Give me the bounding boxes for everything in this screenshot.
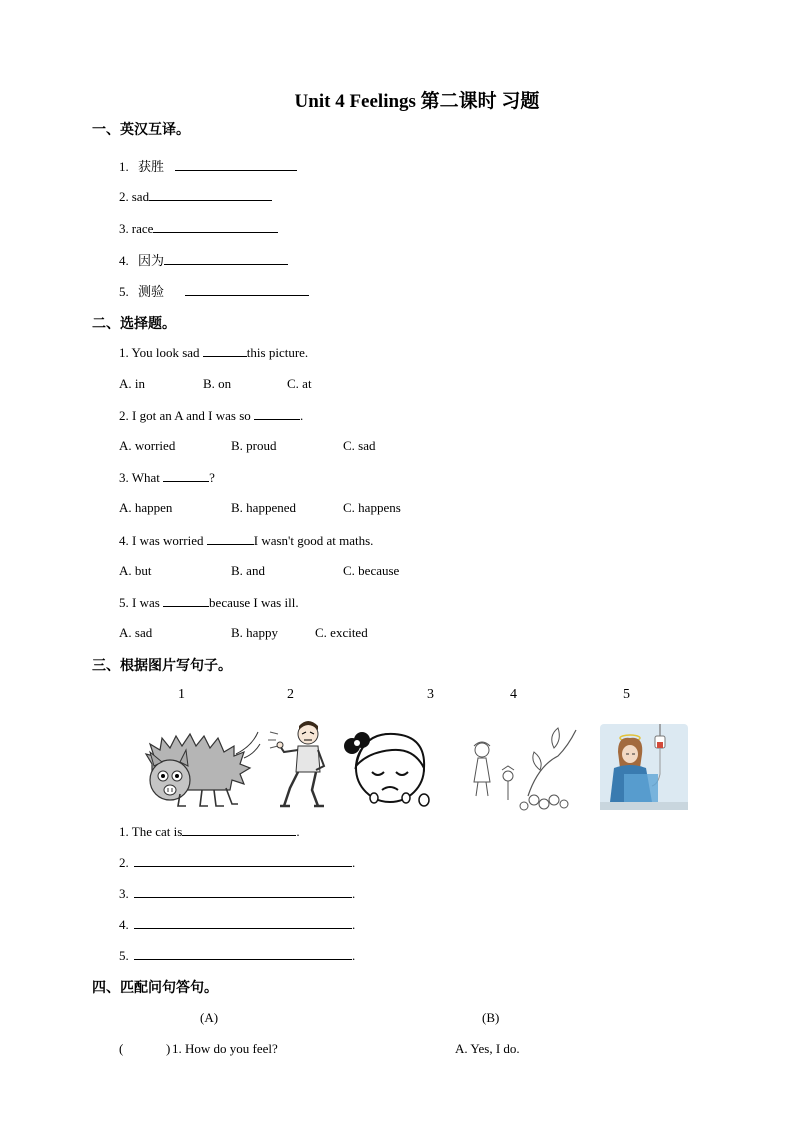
s2-question-3 xyxy=(119,469,215,486)
s3-line-3 xyxy=(119,885,355,902)
s3-line-4-prefix: 4. xyxy=(119,917,132,932)
column-b-label: (B) xyxy=(482,1010,500,1025)
s2-question-1 xyxy=(119,344,308,361)
picture-number-2: 2 xyxy=(287,687,294,702)
s3-line-5-suffix: . xyxy=(352,948,356,963)
s4-row-1-paren-open: ( xyxy=(119,1041,124,1056)
s1-item-3-blank[interactable] xyxy=(153,220,278,233)
s3-line-2-blank[interactable] xyxy=(134,854,352,867)
s2-question-4 xyxy=(119,532,373,549)
picture-number-1: 1 xyxy=(178,687,185,702)
s1-item-3-num: 3. xyxy=(119,221,129,236)
s2-q3-option-b[interactable]: B. happened xyxy=(231,500,296,515)
s3-line-1-suffix: . xyxy=(296,824,300,839)
s2-q5-option-b[interactable]: B. happy xyxy=(231,625,278,640)
s2-q1-option-a[interactable]: A. in xyxy=(119,376,145,391)
s4-row-1-question: 1. How do you feel? xyxy=(172,1041,278,1056)
s2-q2-before: 2. I got an A and I was so xyxy=(119,408,255,423)
s2-question-5 xyxy=(119,594,299,611)
s3-line-5 xyxy=(119,947,355,964)
s2-q4-option-c[interactable]: C. because xyxy=(343,563,400,578)
s2-q4-option-a[interactable]: A. but xyxy=(119,563,152,578)
s2-q1-blank[interactable] xyxy=(203,344,247,357)
s4-row-1-answer: A. Yes, I do. xyxy=(455,1041,520,1056)
section-4-heading: 四、匹配问句答句。 xyxy=(92,980,218,996)
s3-line-5-prefix: 5. xyxy=(119,948,132,963)
scared-cat-picture xyxy=(140,724,262,810)
s2-q2-option-c[interactable]: C. sad xyxy=(343,438,376,453)
section-2-heading: 二、选择题。 xyxy=(92,316,176,332)
s3-line-4-suffix: . xyxy=(352,917,356,932)
s3-line-2 xyxy=(119,854,355,871)
s1-item-2-blank[interactable] xyxy=(149,188,272,201)
page-title: Unit 4 Feelings 第二课时 习题 xyxy=(294,91,540,112)
s1-item-5 xyxy=(119,281,309,300)
s4-row-1-paren-close: ) xyxy=(166,1041,171,1056)
ill-girl-picture xyxy=(600,724,688,810)
s1-item-5-num: 5. xyxy=(119,284,129,299)
s2-q5-after: because I was ill. xyxy=(209,595,299,610)
s3-line-1 xyxy=(119,823,300,840)
s2-q4-blank[interactable] xyxy=(207,532,254,545)
s3-line-4 xyxy=(119,916,355,933)
s2-q1-before: 1. You look sad xyxy=(119,345,203,360)
s3-line-4-blank[interactable] xyxy=(134,916,352,929)
s3-line-2-prefix: 2. xyxy=(119,855,132,870)
picture-number-3: 3 xyxy=(427,687,434,702)
s1-item-2-num: 2. xyxy=(119,189,129,204)
s1-item-2-text: sad xyxy=(131,189,150,204)
s1-item-3-text: race xyxy=(131,221,154,236)
s2-q3-before: 3. What xyxy=(119,470,164,485)
s3-line-3-blank[interactable] xyxy=(134,885,352,898)
s3-line-3-prefix: 3. xyxy=(119,886,132,901)
s1-item-1-num: 1. xyxy=(119,159,129,174)
s2-q2-after: . xyxy=(300,408,304,423)
angry-man-picture xyxy=(266,718,330,810)
s2-q1-option-c[interactable]: C. at xyxy=(287,376,312,391)
s2-q2-option-a[interactable]: A. worried xyxy=(119,438,176,453)
s1-item-1-text: 获胜 xyxy=(138,160,165,175)
sad-girl-picture xyxy=(332,726,434,812)
column-a-label: (A) xyxy=(200,1010,219,1025)
picture-number-5: 5 xyxy=(623,687,630,702)
s2-q3-blank[interactable] xyxy=(163,469,209,482)
section-3-heading: 三、根据图片写句子。 xyxy=(92,658,232,674)
s2-q4-option-b[interactable]: B. and xyxy=(231,563,265,578)
s3-line-5-blank[interactable] xyxy=(134,947,352,960)
s1-item-3 xyxy=(119,220,278,237)
girl-with-flowers-picture xyxy=(468,726,580,812)
s2-q5-blank[interactable] xyxy=(163,594,209,607)
s2-q3-option-c[interactable]: C. happens xyxy=(343,500,401,515)
s2-q1-option-b[interactable]: B. on xyxy=(203,376,232,391)
s2-q3-after: ? xyxy=(209,470,215,485)
s3-line-2-suffix: . xyxy=(352,855,356,870)
section-1-heading: 一、英汉互译。 xyxy=(92,122,190,138)
s1-item-4-num: 4. xyxy=(119,253,129,268)
s2-q5-before: 5. I was xyxy=(119,595,164,610)
s3-line-3-suffix: . xyxy=(352,886,356,901)
s2-q5-option-c[interactable]: C. excited xyxy=(315,625,368,640)
s2-question-2 xyxy=(119,407,303,424)
s2-q4-after: I wasn't good at maths. xyxy=(253,533,374,548)
s1-item-1 xyxy=(119,156,297,175)
s2-q2-blank[interactable] xyxy=(254,407,300,420)
s1-item-5-blank[interactable] xyxy=(185,283,309,296)
s1-item-4 xyxy=(119,250,288,269)
s2-q3-option-a[interactable]: A. happen xyxy=(119,500,173,515)
s2-q2-option-b[interactable]: B. proud xyxy=(231,438,277,453)
s1-item-4-blank[interactable] xyxy=(164,252,288,265)
s3-line-1-prefix: 1. The cat is xyxy=(119,824,183,839)
s2-q4-before: 4. I was worried xyxy=(119,533,207,548)
s1-item-2 xyxy=(119,188,272,205)
picture-number-4: 4 xyxy=(510,687,517,702)
s1-item-4-text: 因为 xyxy=(138,254,165,269)
s2-q5-option-a[interactable]: A. sad xyxy=(119,625,153,640)
s1-item-1-blank[interactable] xyxy=(175,158,297,171)
s2-q1-after: this picture. xyxy=(246,345,309,360)
s3-line-1-blank[interactable] xyxy=(182,823,296,836)
s1-item-5-text: 测验 xyxy=(138,285,165,300)
s4-row-1-answer-box[interactable] xyxy=(126,1041,166,1057)
